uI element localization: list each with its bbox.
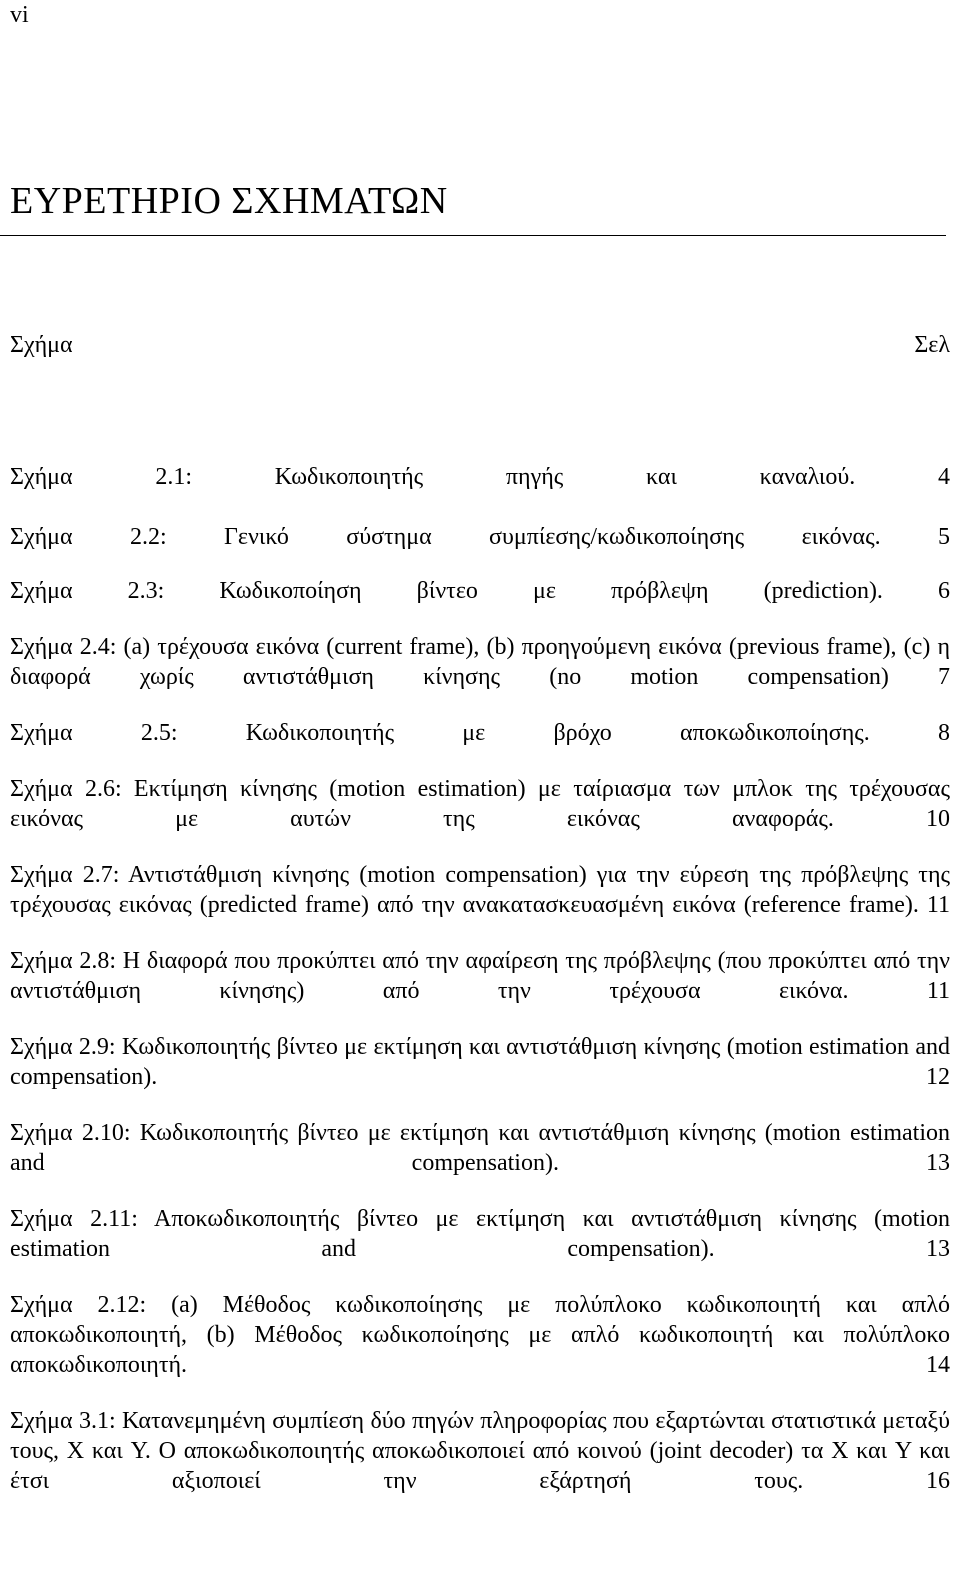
entry-page: 5 (938, 524, 950, 550)
list-item (10, 462, 950, 492)
list-item (10, 1118, 950, 1178)
entry-text: Σχήμα 2.4: (a) τρέχουσα εικόνα (current frame), (b) προηγούμενη εικόνα (previous frame), (c) η διαφορά χωρίς αντιστάθμιση κίνησης (no motion compensation) (10, 634, 950, 690)
entry-text: Σχήμα 2.9: Κωδικοποιητής βίντεο με εκτίμηση και αντιστάθμιση κίνησης (motion estimation and compensation). (10, 1034, 950, 1090)
column-header-figure: Σχήμα (10, 332, 73, 358)
entry-page: 7 (938, 664, 951, 690)
list-item (10, 1204, 950, 1264)
entry-text: Σχήμα 2.10: Κωδικοποιητής βίντεο με εκτίμηση και αντιστάθμιση κίνησης (motion estimation and compensation). (10, 1120, 950, 1176)
entry-text: Σχήμα 2.11: Αποκωδικοποιητής βίντεο με εκτίμηση και αντιστάθμιση κίνησης (motion estimation and compensation). (10, 1206, 950, 1262)
column-header-page: Σελ (914, 332, 950, 358)
entry-page: 11 (926, 892, 951, 918)
entry-page: 13 (926, 1150, 950, 1176)
entry-text: Σχήμα 3.1: Κατανεμημένη συμπίεση δύο πηγών πληροφορίας που εξαρτώνται στατιστικά μεταξύ τους, X και Y. Ο αποκωδικοποιητής αποκωδικοποιεί από κοινού (joint decoder) τα X και Y και έτσι αξιοποιεί την εξάρτησή τους. (10, 1408, 950, 1494)
list-item (10, 1290, 950, 1380)
entry-page: 13 (926, 1236, 950, 1262)
entry-page: 14 (926, 1352, 950, 1378)
entry-text: Σχήμα 2.7: Αντιστάθμιση κίνησης (motion compensation) για την εύρεση της πρόβλεψης της τρέχουσας εικόνας (predicted frame) από την ανακατασκευασμένη εικόνα (reference frame). (10, 862, 950, 918)
list-item (10, 522, 950, 552)
entry-page: 11 (926, 978, 951, 1004)
page-number: vi (10, 2, 29, 28)
entry-text: Σχήμα 2.1: Κωδικοποιητής πηγής και καναλιού. (10, 464, 856, 490)
list-item (10, 632, 950, 692)
entry-text: Σχήμα 2.2: Γενικό σύστημα συμπίεσης/κωδικοποίησης εικόνας. (10, 524, 881, 550)
entry-text: Σχήμα 2.12: (a) Μέθοδος κωδικοποίησης με πολύπλοκο κωδικοποιητή και απλό αποκωδικοποιητή, (b) Μέθοδος κωδικοποίησης με απλό κωδικοποιητή και πολύπλοκο αποκωδικοποιητή. (10, 1292, 950, 1378)
list-item (10, 774, 950, 834)
list-item (10, 1406, 950, 1496)
entry-page: 12 (926, 1064, 950, 1090)
entry-text: Σχήμα 2.6: Εκτίμηση κίνησης (motion estimation) με ταίριασμα των μπλοκ της τρέχουσας εικόνας με αυτών της εικόνας αναφοράς. (10, 776, 950, 832)
entry-text: Σχήμα 2.8: Η διαφορά που προκύπτει από την αφαίρεση της πρόβλεψης (που προκύπτει από την αντιστάθμιση κίνησης) από την τρέχουσα εικόνα. (10, 948, 950, 1004)
list-item (10, 1032, 950, 1092)
entry-page: 10 (926, 806, 950, 832)
entry-page: 8 (938, 720, 951, 746)
entry-text: Σχήμα 2.3: Κωδικοποίηση βίντεο με πρόβλεψη (prediction). (10, 578, 883, 604)
list-item (10, 946, 950, 1006)
entry-text: Σχήμα 2.5: Κωδικοποιητής με βρόχο αποκωδικοποίησης. (10, 720, 870, 746)
entry-page: 4 (938, 464, 951, 490)
entry-page: 16 (926, 1468, 951, 1494)
figure-list (10, 462, 950, 1496)
title-divider (0, 235, 946, 236)
list-item (10, 718, 950, 748)
list-item (10, 576, 950, 606)
list-item (10, 860, 950, 920)
column-header (10, 330, 950, 360)
entry-page: 6 (938, 578, 951, 604)
page-title: ΕΥΡΕΤΗΡΙΟ ΣΧΗΜΑΤΩΝ (10, 180, 448, 222)
